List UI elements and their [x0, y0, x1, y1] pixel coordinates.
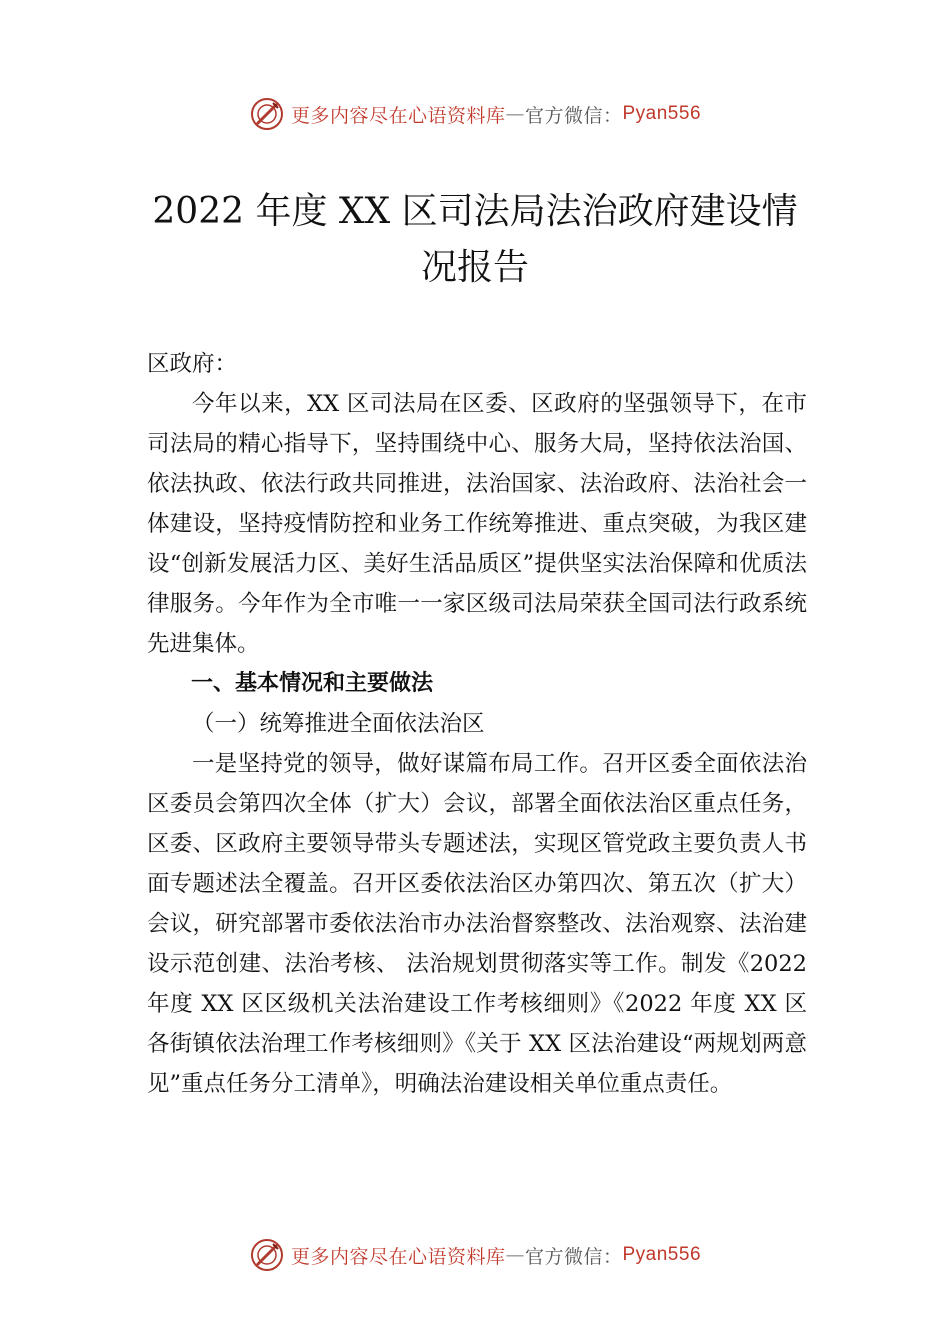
title-line-1: 2022 年度 XX 区司法局法治政府建设情: [152, 191, 798, 232]
body-paragraph: 一是坚持党的领导，做好谋篇布局工作。召开区委全面依法治区委员会第四次全体（扩大）会议，部署全面依法治区重点任务，区委、区政府主要领导带头专题述法，实现区管党政主要负责人书面专题述法全覆盖。召开区委依法治区办第四次、第五次（扩大）会议，研究部署市委依法治市办法治督察整改、法治观察、法治建设示范创建、法治考核、 法治规划贯彻落实等工作。制发《2022 年度 XX 区区级机关法治建设工作考核细则》《2022 年度 XX 区各街镇依法治理工作考核细则》《关于 XX 区法治建设“两规划两意见”重点任务分工清单》，明确法治建设相关单位重点责任。: [147, 751, 807, 1097]
watermark-footer: [0, 1237, 950, 1273]
watermark-brand: 更多内容尽在心语资料库: [290, 104, 506, 127]
intro-paragraph: 今年以来，XX 区司法局在区委、区政府的坚强领导下，在市司法局的精心指导下，坚持围绕中心、服务大局，坚持依法治国、依法执政、依法行政共同推进，法治国家、法治政府、法治社会一体建设，坚持疫情防控和业务工作统筹推进、重点突破，为我区建设“创新发展活力区、美好生活品质区”提供坚实法治保障和优质法律服务。今年作为全市唯一一家区级司法局荣获全国司法行政系统先进集体。: [147, 391, 807, 657]
section-heading: 一、基本情况和主要做法: [191, 671, 434, 696]
title-line-2: 况报告: [420, 247, 529, 288]
watermark-separator: —: [505, 1244, 525, 1266]
watermark-account: Pyan556: [622, 103, 702, 124]
brand-logo-icon: [249, 1237, 285, 1273]
watermark-brand: 更多内容尽在心语资料库: [290, 1245, 506, 1268]
watermark-header: [0, 96, 950, 132]
brand-logo-icon: [249, 96, 285, 132]
subsection-heading: （一）统筹推进全面依法治区: [192, 711, 485, 737]
watermark-separator: —: [505, 103, 525, 125]
document-body: [147, 344, 807, 1104]
document-title: [140, 184, 810, 296]
salutation: 区政府：: [147, 351, 238, 377]
watermark-label: 官方微信：: [524, 1245, 623, 1268]
watermark-account: Pyan556: [622, 1244, 702, 1265]
watermark-label: 官方微信：: [524, 104, 623, 127]
